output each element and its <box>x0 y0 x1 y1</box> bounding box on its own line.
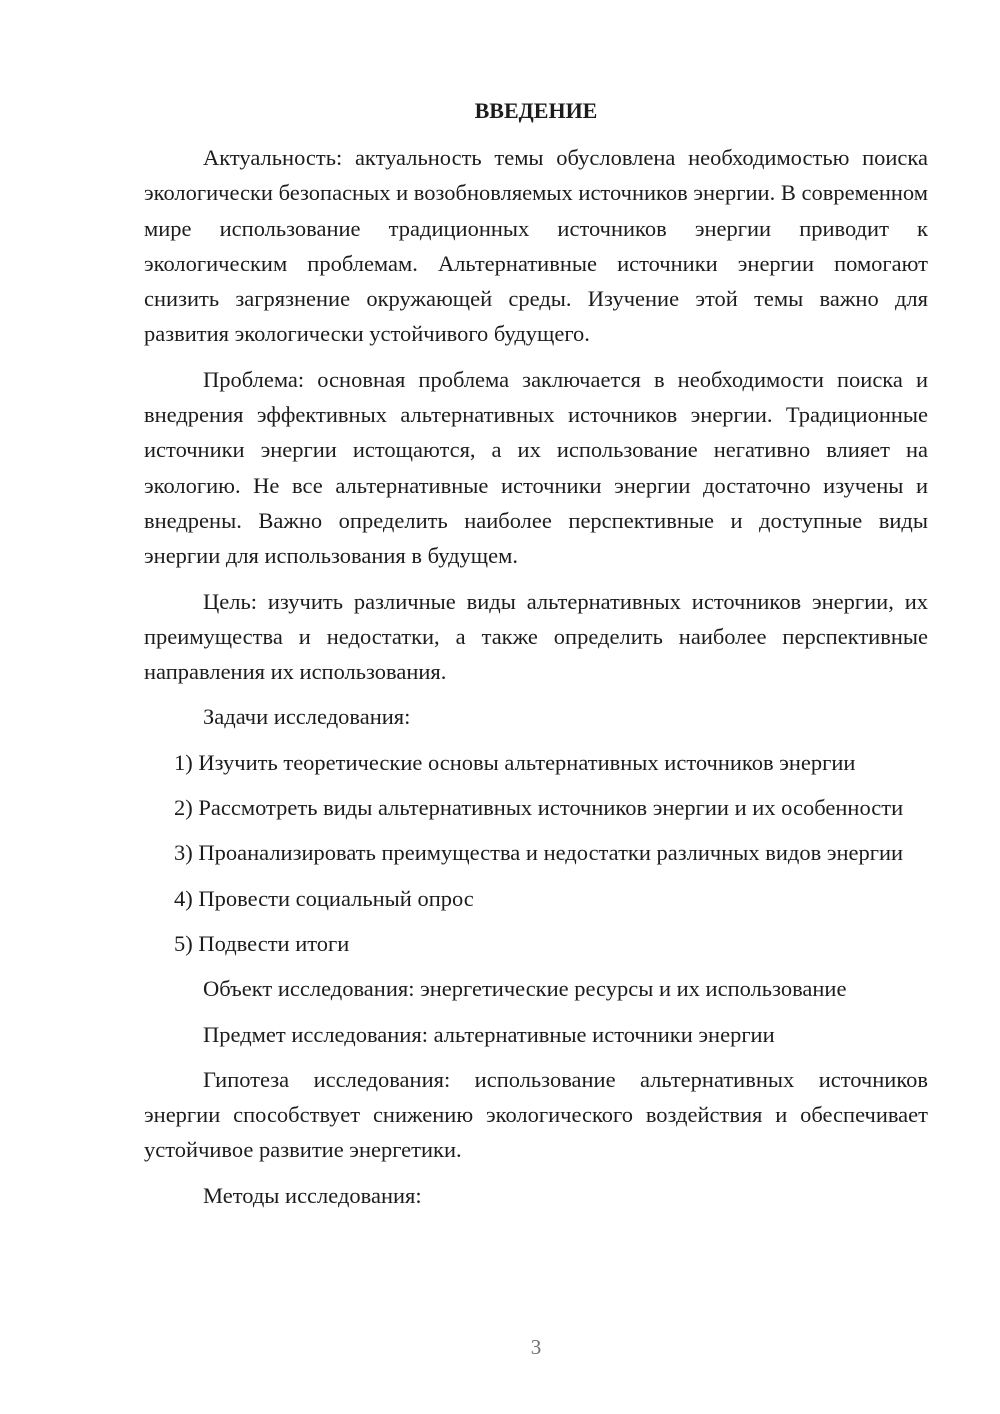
paragraph-problem: Проблема: основная проблема заключается в необходимости поиска и внедрения эффективных альтернативных источников энергии. Традиционные источники энергии истощаются, а их использование негативно влияет на экологию. Не все альтернативные источники энергии достаточно изучены и внедрены. Важно определить наиболее перспективные и доступные виды энергии для использования в будущем. <box>144 366 928 569</box>
research-subject: Предмет исследования: альтернативные источники энергии <box>203 1021 775 1047</box>
list-item: 1) Изучить теоретические основы альтернативных источников энергии <box>174 749 856 775</box>
paragraph-goal: Цель: изучить различные виды альтернативных источников энергии, их преимущества и недостатки, а также определить наиболее перспективные направления их использования. <box>144 588 928 685</box>
page-title: ВВЕДЕНИЕ <box>474 98 598 123</box>
tasks-list <box>144 745 928 961</box>
list-item: 3) Проанализировать преимущества и недостатки различных видов энергии <box>174 840 904 866</box>
document-page <box>144 94 928 1223</box>
methods-heading: Методы исследования: <box>203 1182 422 1208</box>
research-object: Объект исследования: энергетические ресурсы и их использование <box>203 976 847 1002</box>
page-number: 3 <box>530 1335 542 1359</box>
list-item: 5) Подвести итоги <box>174 930 350 956</box>
list-item: 4) Провести социальный опрос <box>174 885 474 911</box>
list-item: 2) Рассмотреть виды альтернативных источников энергии и их особенности <box>174 795 904 821</box>
research-hypothesis: Гипотеза исследования: использование альтернативных источников энергии способствует снижению экологического воздействия и обеспечивает устойчивое развитие энергетики. <box>144 1066 928 1163</box>
paragraph-relevance: Актуальность: актуальность темы обусловлена необходимостью поиска экологически безопасных и возобновляемых источников энергии. В современном мире использование традиционных источников энергии приводит к экологическим проблемам. Альтернативные источники энергии помогают снизить загрязнение окружающей среды. Изучение этой темы важно для развития экологически устойчивого будущего. <box>144 145 928 347</box>
tasks-heading: Задачи исследования: <box>203 704 411 730</box>
